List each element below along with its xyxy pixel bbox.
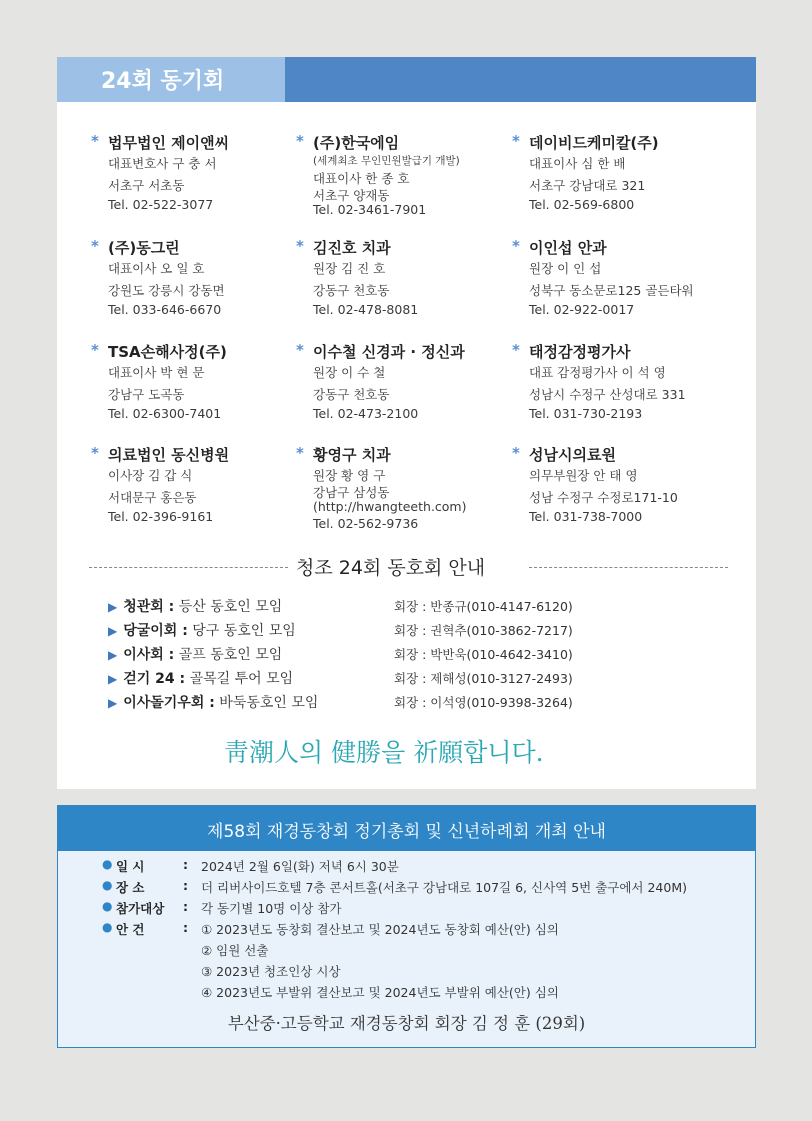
entry-name: 김진호 치과 — [313, 239, 391, 257]
entry-name: (주)한국에임 — [313, 134, 400, 152]
entry-line: 서대문구 홍은동 — [108, 489, 197, 505]
entry-line: Tel. 02-522-3077 — [108, 197, 214, 212]
bullet-dot-icon: ● — [102, 878, 113, 892]
entry-name: 황영구 치과 — [313, 446, 391, 464]
entry-line: Tel. 02-478-8081 — [313, 302, 419, 317]
bullet-star-icon: * — [296, 341, 304, 359]
notice-label: 일 시 — [116, 859, 145, 874]
entry-name: (주)동그린 — [108, 239, 180, 257]
entry-line: 성남시 수정구 산성대로 331 — [529, 386, 686, 402]
bullet-dot-icon: ● — [102, 920, 113, 934]
club-president: 회장 : 권혁추(010-3862-7217) — [394, 623, 573, 638]
notice-value: ① 2023년도 동창회 결산보고 및 2024년도 동창회 예산(안) 심의 — [201, 922, 559, 937]
entry-line: (http://hwangteeth.com) — [313, 499, 467, 514]
entry-line: 강남구 삼성동 — [313, 484, 390, 500]
entry-line: 원장 이 인 섭 — [529, 261, 602, 276]
triangle-bullet-icon: ▶ — [108, 648, 118, 662]
club-description: 바둑동호인 모임 — [214, 695, 319, 711]
club-description: 당구 동호인 모임 — [187, 623, 296, 639]
notice-colon: : — [183, 857, 188, 872]
notice-colon: : — [183, 899, 188, 914]
divider-left — [89, 567, 288, 568]
notice-colon: : — [183, 878, 188, 893]
bullet-star-icon: * — [512, 237, 520, 255]
club-item — [108, 668, 293, 688]
notice-value: 각 동기별 10명 이상 참가 — [201, 901, 342, 916]
notice-label: 장 소 — [116, 880, 145, 895]
entry-line: 서초구 강남대로 321 — [529, 177, 646, 193]
alumni-24-card — [57, 57, 756, 789]
notice-title-bar — [58, 806, 755, 851]
bullet-star-icon: * — [512, 132, 520, 150]
entry-line: 원장 김 진 호 — [313, 261, 386, 276]
entry-line: Tel. 02-473-2100 — [313, 406, 419, 421]
entry-name: 이수철 신경과 · 정신과 — [313, 343, 465, 361]
bullet-star-icon: * — [91, 132, 99, 150]
entry-line: 강남구 도곡동 — [108, 386, 185, 402]
entry-line: Tel. 033-646-6670 — [108, 302, 222, 317]
entry-line: 서초구 양재동 — [313, 187, 390, 203]
club-name: 이사회 : — [123, 647, 175, 663]
notice-value: 더 리버사이드호텔 7층 콘서트홀(서초구 강남대로 107길 6, 신사역 5번 출구에서 240M) — [201, 880, 687, 895]
triangle-bullet-icon: ▶ — [108, 696, 118, 710]
entry-note: (세계최초 무인민원발급기 개발) — [313, 155, 460, 167]
club-name: 청관회 : — [123, 599, 175, 615]
notice-colon: : — [183, 920, 188, 935]
general-meeting-notice — [57, 805, 756, 1048]
agenda-item: ③ 2023년 청조인상 시상 — [201, 964, 341, 979]
notice-label: 안 건 — [116, 922, 145, 937]
clubs-title: 청조 24회 동호회 안내 — [296, 557, 486, 579]
section-header-bar — [57, 57, 756, 102]
entry-name: 성남시의료원 — [529, 446, 616, 464]
entry-line: Tel. 02-6300-7401 — [108, 406, 222, 421]
entry-line: Tel. 02-562-9736 — [313, 515, 419, 531]
entry-line: Tel. 031-738-7000 — [529, 509, 643, 524]
entry-line: Tel. 02-922-0017 — [529, 302, 635, 317]
entry-line: 대표변호사 구 충 서 — [108, 156, 217, 171]
entry-line: 서초구 서초동 — [108, 177, 185, 193]
entry-name: 데이비드케미칼(주) — [529, 134, 659, 152]
entry-line: Tel. 02-396-9161 — [108, 509, 214, 524]
entry-name: 태정감정평가사 — [529, 343, 631, 361]
entry-line: 대표이사 심 한 배 — [529, 156, 626, 171]
club-president: 회장 : 제해성(010-3127-2493) — [394, 671, 573, 686]
entry-line: Tel. 031-730-2193 — [529, 406, 643, 421]
entry-line: 대표이사 박 현 문 — [108, 365, 205, 380]
entry-name: TSA손해사정(주) — [108, 343, 227, 361]
bullet-star-icon: * — [512, 444, 520, 462]
bullet-star-icon: * — [91, 341, 99, 359]
club-description: 골프 동호인 모임 — [174, 647, 283, 663]
entry-line: 원장 황 영 구 — [313, 468, 386, 483]
entry-line: 대표이사 한 종 호 — [313, 171, 410, 186]
club-name: 당굴이회 : — [123, 623, 188, 639]
bullet-star-icon: * — [296, 237, 304, 255]
entry-line: 이사장 김 갑 식 — [108, 468, 193, 483]
entry-line: 강원도 강릉시 강동면 — [108, 282, 225, 298]
agenda-item: ④ 2023년도 부발위 결산보고 및 2024년도 부발위 예산(안) 심의 — [201, 985, 559, 1000]
club-president: 회장 : 이석영(010-9398-3264) — [394, 695, 573, 710]
signature: 부산중·고등학교 재경동창회 회장 김 정 훈 (29회) — [227, 1014, 586, 1033]
entry-line: 대표이사 오 일 호 — [108, 261, 205, 276]
divider-right — [529, 567, 728, 568]
club-item — [108, 596, 282, 616]
entry-line: 강동구 천호동 — [313, 386, 390, 402]
section-title: 24회 동기회 — [101, 69, 225, 94]
bullet-star-icon: * — [91, 444, 99, 462]
club-name: 걷기 24 : — [123, 671, 186, 687]
bullet-star-icon: * — [296, 132, 304, 150]
club-president: 회장 : 박반욱(010-4642-3410) — [394, 647, 573, 662]
entry-line: 원장 이 수 철 — [313, 365, 386, 380]
club-president: 회장 : 반종규(010-4147-6120) — [394, 599, 573, 614]
triangle-bullet-icon: ▶ — [108, 624, 118, 638]
bullet-dot-icon: ● — [102, 899, 113, 913]
notice-value: 2024년 2월 6일(화) 저녁 6시 30분 — [201, 859, 399, 874]
club-item — [108, 620, 296, 640]
section-header-tab — [57, 57, 285, 102]
entry-name: 의료법인 동신병원 — [108, 446, 230, 464]
entry-name: 법무법인 제이앤씨 — [108, 134, 230, 152]
club-item — [108, 692, 318, 712]
entry-name: 이인섭 안과 — [529, 239, 607, 257]
club-name: 이사돌기우회 : — [123, 695, 215, 711]
entry-line: 성남 수정구 수정로171-10 — [529, 489, 678, 505]
agenda-item: ② 임원 선출 — [201, 943, 269, 958]
bullet-star-icon: * — [512, 341, 520, 359]
club-description: 골목길 투어 모임 — [185, 671, 294, 687]
bullet-star-icon: * — [296, 444, 304, 462]
club-item — [108, 644, 282, 664]
notice-label: 참가대상 — [116, 901, 165, 916]
triangle-bullet-icon: ▶ — [108, 600, 118, 614]
club-description: 등산 동호인 모임 — [174, 599, 283, 615]
entry-line: 강동구 천호동 — [313, 282, 390, 298]
entry-line: 의무부원장 안 태 영 — [529, 468, 638, 483]
bullet-star-icon: * — [91, 237, 99, 255]
triangle-bullet-icon: ▶ — [108, 672, 118, 686]
blessing-text: 靑潮人의 健勝을 祈願합니다. — [224, 738, 544, 767]
entry-line: Tel. 02-569-6800 — [529, 197, 635, 212]
entry-line: 성북구 동소문로125 골든타워 — [529, 282, 694, 298]
entry-line: 대표 감정평가사 이 석 영 — [529, 365, 666, 380]
bullet-dot-icon: ● — [102, 857, 113, 871]
notice-title: 제58회 재경동창회 정기총회 및 신년하례회 개최 안내 — [207, 822, 606, 842]
entry-line: Tel. 02-3461-7901 — [313, 202, 427, 217]
